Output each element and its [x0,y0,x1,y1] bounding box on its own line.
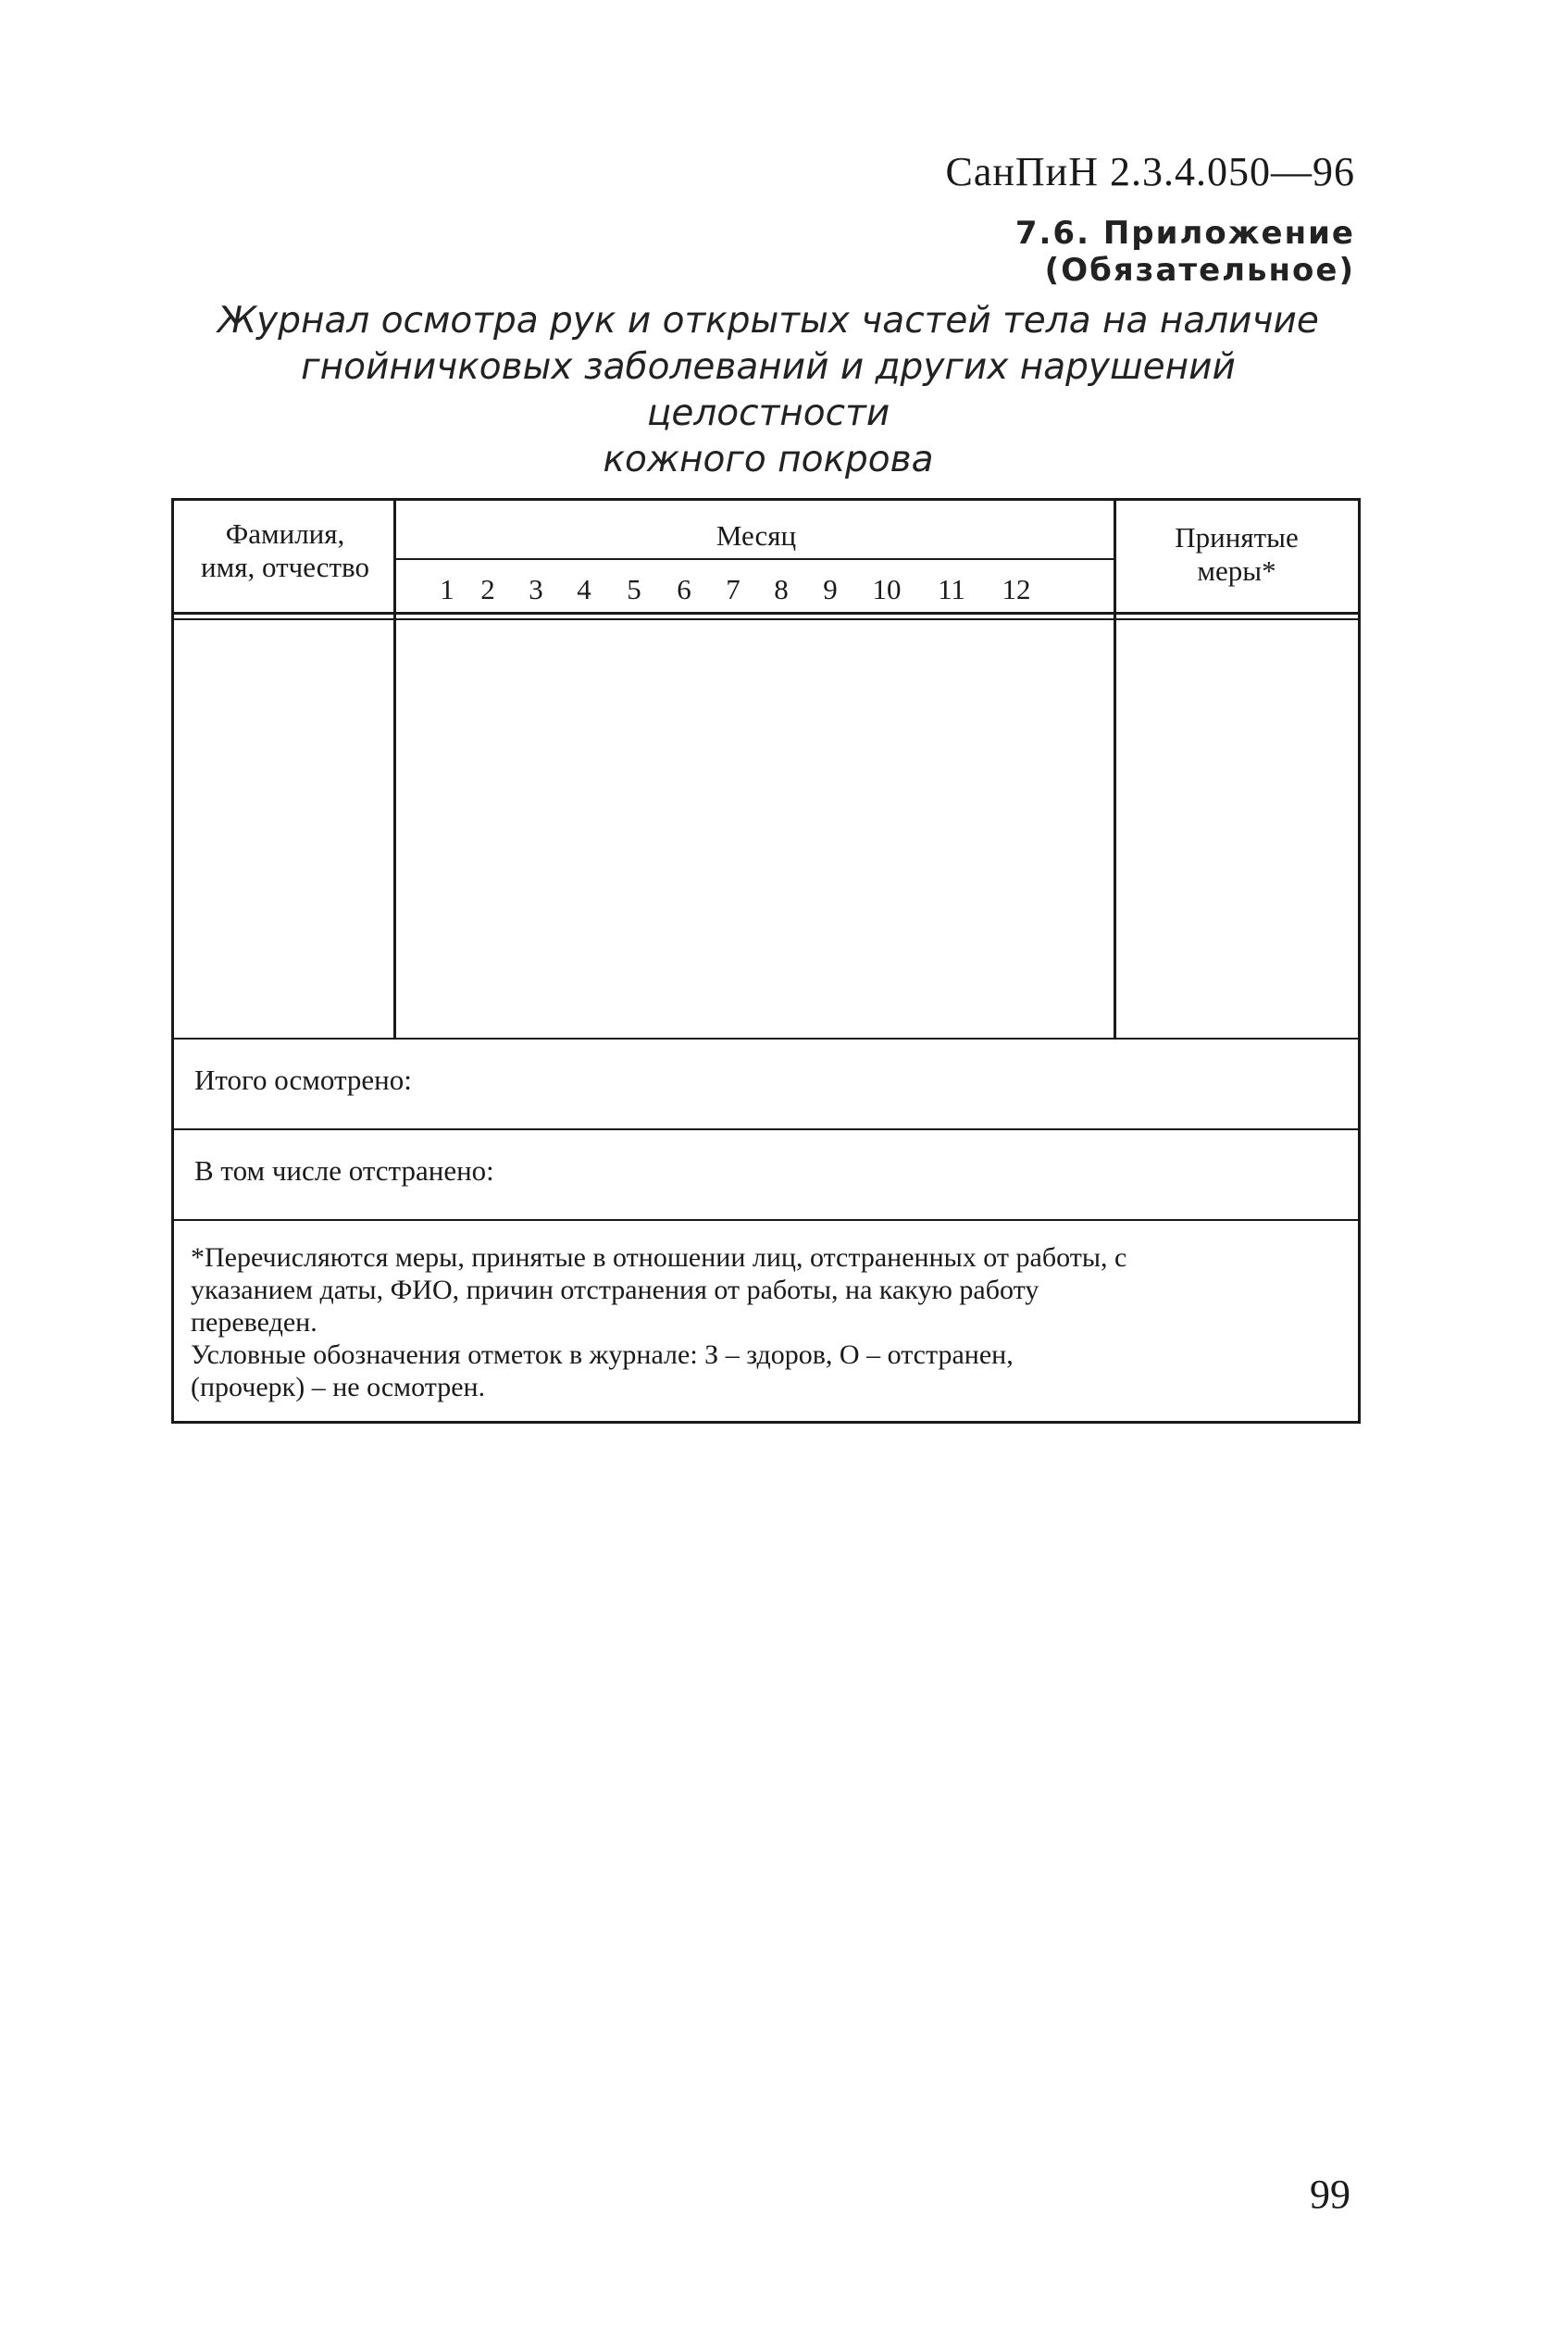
column-header-measures [1116,521,1357,588]
journal-title-line: гнойничковых заболеваний и других нарушений целостности [301,346,1236,434]
row-divider [174,1038,1358,1040]
page-number: 99 [1310,2172,1350,2217]
month-number: 7 [726,573,740,605]
suspended-label: В том числе отстранено: [194,1154,494,1187]
column-header-measures-line: Принятые [1175,521,1299,554]
month-number: 4 [577,573,591,605]
column-header-fio [174,517,396,584]
inspection-journal-table [171,498,1361,1424]
column-header-fio-line: имя, отчество [201,551,369,583]
header-divider [174,612,1358,615]
footnote-line: (прочерк) – не осмотрен. [191,1372,486,1402]
appendix-status: (Обязательное) [1044,252,1355,289]
month-number: 11 [938,573,965,605]
row-divider [174,1128,1358,1130]
month-number: 3 [529,573,543,605]
month-number: 2 [480,573,495,605]
appendix-number: 7.6. Приложение [1014,215,1355,252]
row-divider [174,1219,1358,1221]
column-header-month: Месяц [716,519,797,552]
footnote-line: указанием даты, ФИО, причин отстранения от работы, на какую работу [191,1275,1039,1305]
footnote-line: переведен. [191,1307,317,1338]
footnote [191,1241,1338,1403]
document-code: СанПиН 2.3.4.050—96 [945,149,1355,194]
journal-title [213,298,1324,483]
journal-title-line: Журнал осмотра рук и открытых частей тела на наличие [218,300,1319,342]
column-header-fio-line: Фамилия, [225,517,345,550]
month-number: 1 [440,573,454,605]
total-inspected-label: Итого осмотрено: [194,1064,412,1096]
column-header-measures-line: меры* [1197,554,1276,587]
month-number: 8 [774,573,789,605]
month-number: 9 [823,573,838,605]
footnote-line: *Перечисляются меры, принятые в отношении лиц, отстраненных от работы, с [191,1242,1127,1273]
journal-title-line: кожного покрова [603,439,934,480]
month-subdivider [396,558,1114,560]
header-divider [174,618,1358,620]
month-number: 10 [872,573,902,605]
month-number: 12 [1002,573,1031,605]
month-number: 6 [677,573,691,605]
month-numbers [396,573,1116,606]
appendix-label [1015,215,1355,289]
footnote-line: Условные обозначения отметок в журнале: З – здоров, О – отстранен, [191,1339,1014,1370]
month-number: 5 [627,573,641,605]
